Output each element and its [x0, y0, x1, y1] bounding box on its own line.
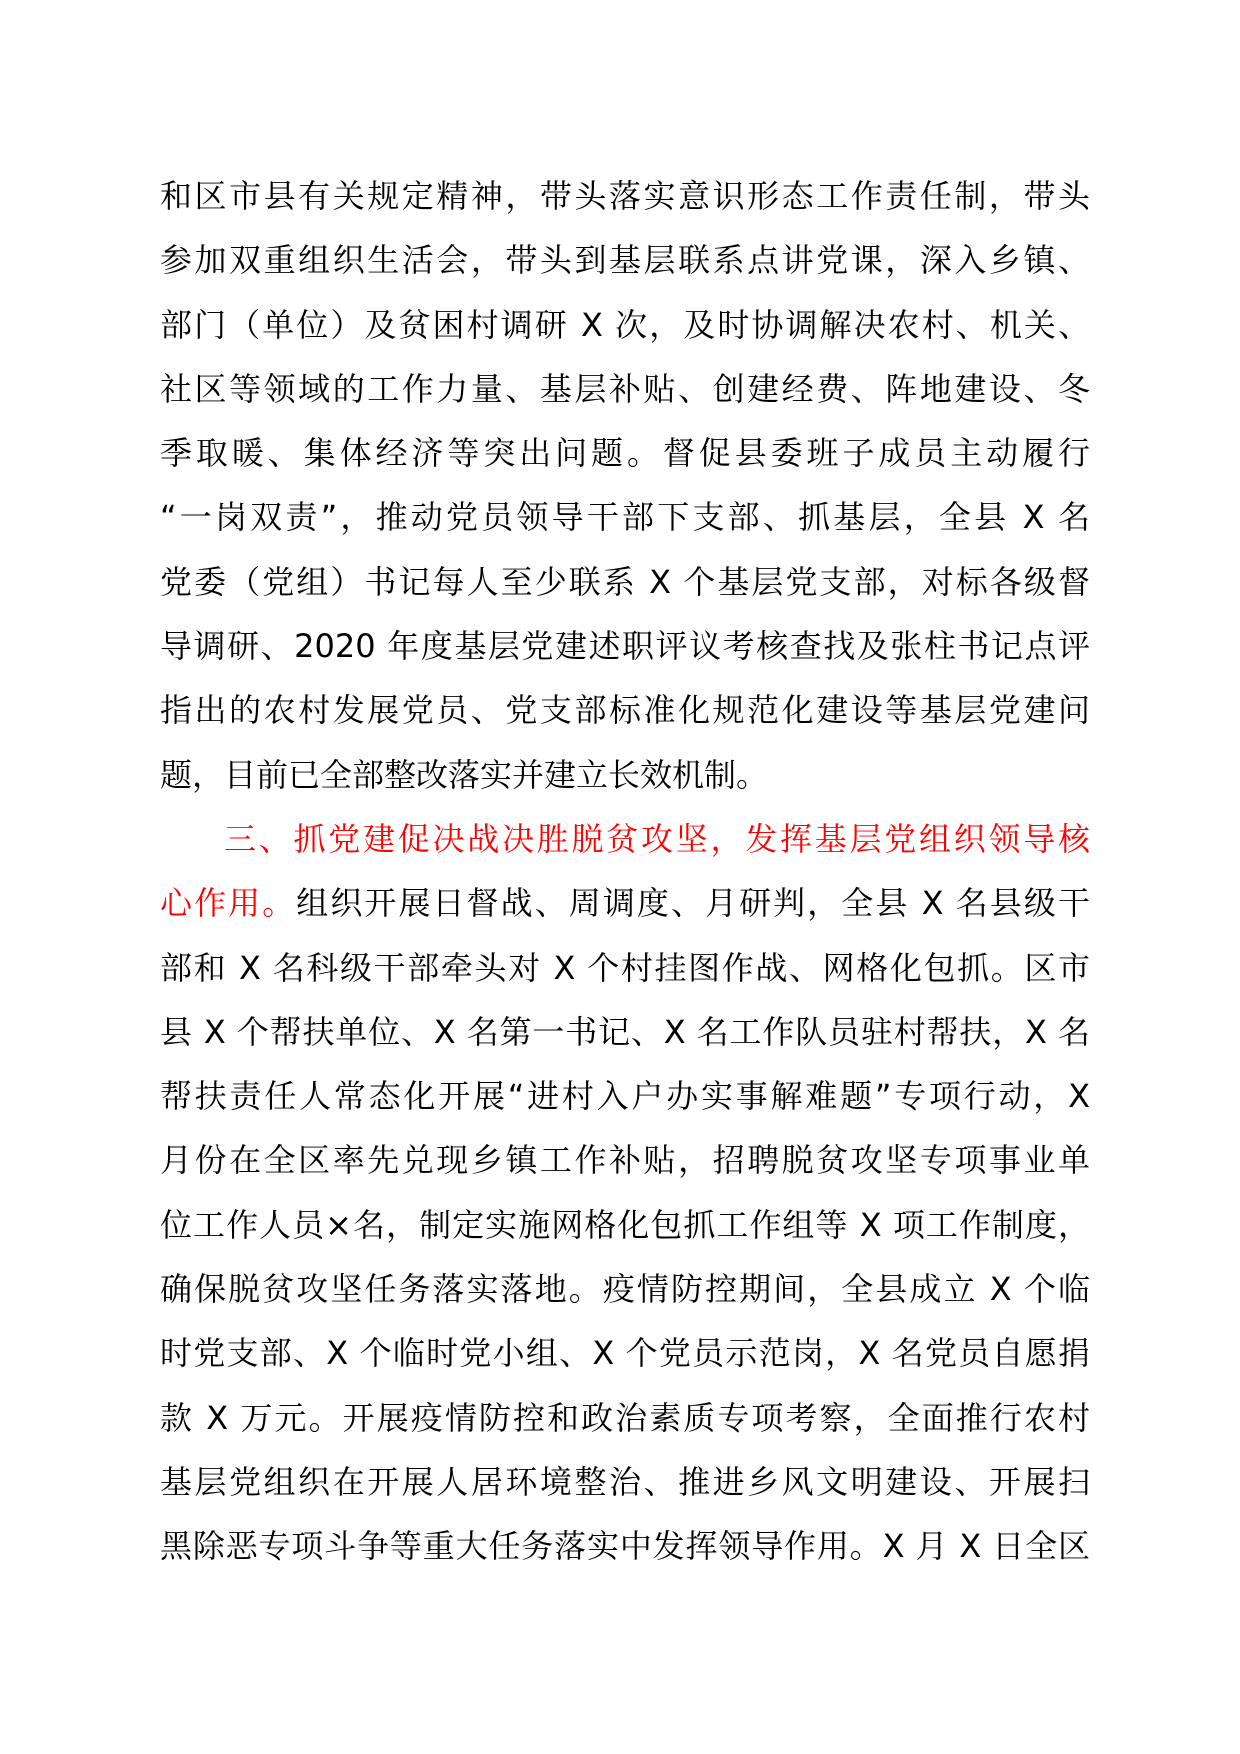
text-line: 社区等领域的工作力量、基层补贴、创建经费、阵地建设、冬 — [160, 369, 1090, 408]
text-line: 月份在全区率先兑现乡镇工作补贴，招聘脱贫攻坚专项事业单 — [160, 1141, 1090, 1180]
text-line: 部和 X 名科级干部牵头对 X 个村挂图作战、网格化包抓。区市 — [160, 948, 1090, 987]
text-line: 确保脱贫攻坚任务落实落地。疫情防控期间，全县成立 X 个临 — [160, 1270, 1090, 1309]
text-line: 县 X 个帮扶单位、X 名第一书记、X 名工作队员驻村帮扶，X 名 — [160, 1012, 1090, 1051]
paragraph-1 — [160, 164, 1090, 807]
text-line: “一岗双责”，推动党员领导干部下支部、抓基层，全县 X 名 — [160, 498, 1090, 537]
section-heading-end: 心作用。 — [160, 884, 297, 923]
text-line: 时党支部、X 个临时党小组、X 个党员示范岗，X 名党员自愿捐 — [160, 1334, 1090, 1373]
paragraph-2 — [160, 807, 1090, 1579]
text-line: 党委（党组）书记每人至少联系 X 个基层党支部，对标各级督 — [160, 562, 1090, 601]
text-line: 款 X 万元。开展疫情防控和政治素质专项考察，全面推行农村 — [160, 1398, 1090, 1437]
text-line: 指出的农村发展党员、党支部标准化规范化建设等基层党建问 — [160, 691, 1090, 730]
text-line: 导调研、2020 年度基层党建述职评议考核查找及张柱书记点评 — [160, 627, 1090, 666]
text-line: 黑除恶专项斗争等重大任务落实中发挥领导作用。X 月 X 日全区 — [160, 1527, 1090, 1566]
text-line: 帮扶责任人常态化开展“进村入户办实事解难题”专项行动，X — [160, 1077, 1090, 1116]
document-page — [160, 164, 1090, 1579]
text-line: 和区市县有关规定精神，带头落实意识形态工作责任制，带头 — [160, 177, 1090, 215]
text-line-last: 题，目前已全部整改落实并建立长效机制。 — [160, 755, 769, 794]
text-line: 部门（单位）及贫困村调研 X 次，及时协调解决农村、机关、 — [160, 305, 1090, 344]
text-line: 基层党组织在开展人居环境整治、推进乡风文明建设、开展扫 — [160, 1462, 1090, 1501]
section-heading: 三、抓党建促决战决胜脱贫攻坚，发挥基层党组织领导核 — [224, 819, 1090, 858]
text-line: 季取暖、集体经济等突出问题。督促县委班子成员主动履行 — [160, 434, 1090, 473]
text-line — [160, 871, 1090, 935]
text-line: 位工作人员×名，制定实施网格化包抓工作组等 X 项工作制度， — [160, 1205, 1090, 1244]
text-run: 组织开展日督战、周调度、月研判，全县 X 名县级干 — [296, 884, 1090, 923]
text-line: 参加双重组织生活会，带头到基层联系点讲党课，深入乡镇、 — [160, 241, 1090, 280]
